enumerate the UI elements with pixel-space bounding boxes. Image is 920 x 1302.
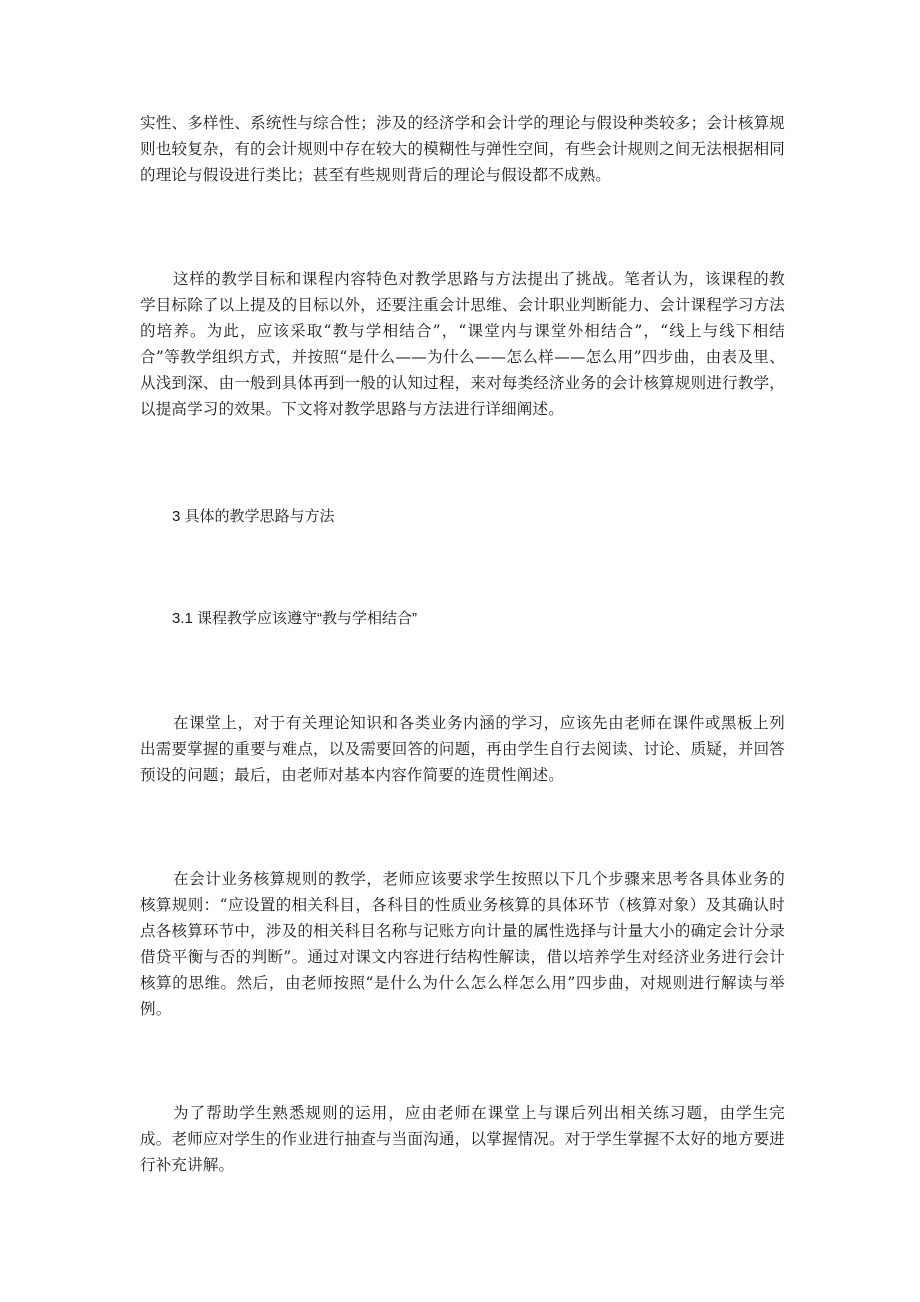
- paragraph-classroom: 在课堂上，对于有关理论知识和各类业务内涵的学习，应该先由老师在课件或黑板上列出需要掌握的重要与难点，以及需要回答的问题，再由学生自行去阅读、讨论、质疑，并回答预设的问题；最后，由老师对基本内容作简要的连贯性阐述。: [140, 714, 785, 784]
- paragraph-teaching-challenge: 这样的教学目标和课程内容特色对教学思路与方法提出了挑战。笔者认为，该课程的教学目标除了以上提及的目标以外，还要注重会计思维、会计职业判断能力、会计课程学习方法的培养。为此，应该采取“教与学相结合”，“课堂内与课堂外相结合”，“线上与线下相结合”等教学组织方式，并按照“是什么——为什么——怎么样——怎么用”四步曲，由表及里、从浅到深、由一般到具体再到一般的认知过程，来对每类经济业务的会计核算规则进行教学，以提高学习的效果。下文将对教学思路与方法进行详细阐述。: [140, 270, 785, 418]
- paragraph-accounting-rules: 在会计业务核算规则的教学，老师应该要求学生按照以下几个步骤来思考各具体业务的核算规则：“应设置的相关科目，各科目的性质业务核算的具体环节（核算对象）及其确认时点各核算环节中，涉及的相关科目名称与记账方向计量的属性选择与计量大小的确定会计分录借贷平衡与否的判断”。通过对课文内容进行结构性解读，借以培养学生对经济业务进行会计核算的思维。然后，由老师按照“是什么为什么怎么样怎么用”四步曲，对规则进行解读与举例。: [140, 870, 785, 1018]
- paragraph-practice: 为了帮助学生熟悉规则的运用，应由老师在课堂上与课后列出相关练习题，由学生完成。老师应对学生的作业进行抽查与当面沟通，以掌握情况。对于学生掌握不太好的地方要进行补充讲解。: [140, 1104, 785, 1174]
- section-heading: 3 具体的教学思路与方法: [172, 508, 335, 525]
- paragraph-continuation: 实性、多样性、系统性与综合性；涉及的经济学和会计学的理论与假设种类较多；会计核算规则也较复杂，有的会计规则中存在较大的模糊性与弹性空间，有些会计规则之间无法根据相同的理论与假设进行类比；甚至有些规则背后的理论与假设都不成熟。: [140, 114, 785, 184]
- subsection-heading: 3.1 课程教学应该遵守“教与学相结合”: [172, 610, 418, 627]
